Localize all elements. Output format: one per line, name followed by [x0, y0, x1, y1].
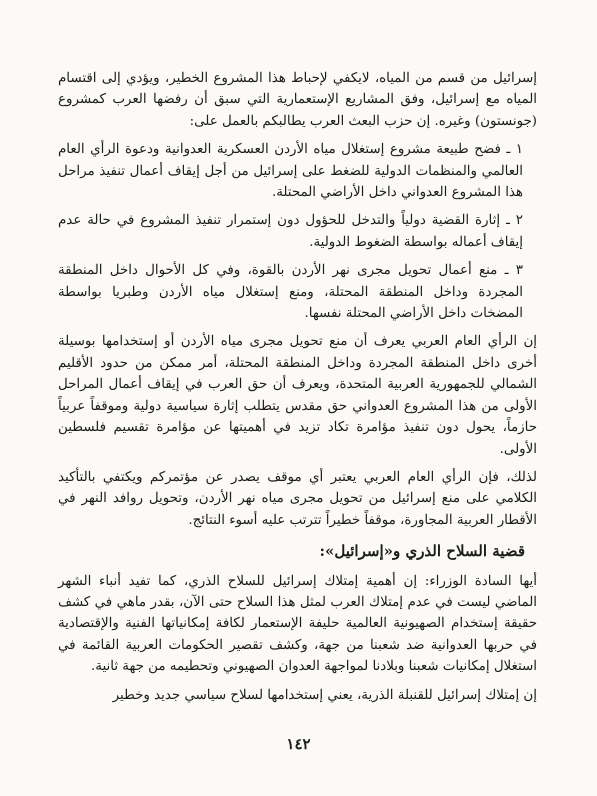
body-text: [58, 68, 537, 713]
page-number: ١٤٢: [286, 735, 311, 753]
intro-paragraph: إسرائيل من قسم من المياه، لايكفي لإحباط هذا المشروع الخطير، ويؤدي إلى اقتسام المياه مع إسرائيل، وفق المشاريع الإستعمارية التي سبق أن رفضها العرب كمشروع (جونستون) وغيره. إن حزب البعث العرب يطالبكم بالعمل على:: [58, 71, 537, 129]
section-heading: قضية السلاح الذري و«إسرائيل»:: [319, 542, 525, 561]
demand-item-3: ٣ ـ منع أعمال تحويل مجرى نهر الأردن بالقوة، وفي كل الأحوال داخل المنطقة المجردة وداخل المنطقة المحتلة، ومنع إستغلال مياه الأردن وطبريا بواسطة المضخات داخل الأراضي المحتلة نفسها.: [58, 263, 523, 322]
public-opinion-paragraph: إن الرأي العام العربي يعرف أن منع تحويل مجرى مياه الأردن أو إستخدامها بوسيلة أخرى داخل المنطقة المجردة وداخل المنطقة المحتلة، أمر ممكن من حدود الأقليم الشمالي للجمهورية العربية المتحدة، ويعرف أن حق العرب في إيقاف أعمال المراحل الأولى من هذا المشروع العدواني حق مقدس يتطلب إثارة سياسية دولية وموقفاً عربياً حازماً، يحول دون تنفيذ مؤامرة تكاد تزيد في أهميتها عن مؤامرة تقسيم فلسطين الأولى.: [58, 334, 537, 457]
conclusion-paragraph: لذلك، فإن الرأي العام العربي يعتبر أي موقف يصدر عن مؤتمركم ويكتفي بالتأكيد الكلامي على منع إسرائيل من تحويل مجرى مياه نهر الأردن، وتحويل روافد النهر في الأقطار العربية المجاورة، موقفاً خطيراً تترتب عليه أسوء النتائج.: [58, 469, 537, 528]
atomic-weapons-paragraph: أيها السادة الوزراء: إن أهمية إمتلاك إسرائيل للسلاح الذري، كما تفيد أنباء الشهر الماضي ليست في عدم إمتلاك العرب لمثل هذا السلاح حتى الآن، بقدر ماهي في كشف حقيقة إستخدام الصهيونية العالمية حليفة الإستعمار لكافة إمكانياتها الفنية والإقتصادية في حربها العدوانية ضد شعبنا من جهة، وكشف تقصير الحكومات العربية القائمة في استغلال إمكانيات شعبنا وبلادنا لمواجهة العدوان الصهيوني وتحطيمه من جهة ثانية.: [58, 573, 537, 675]
demand-item-2: ٢ ـ إثارة القضية دولياً والتدخل للحؤول دون إستمرار تنفيذ المشروع في حالة عدم إيقاف أعماله بواسطة الضغوط الدولية.: [58, 213, 523, 250]
closing-paragraph: إن إمتلاك إسرائيل للقنبلة الذرية، يعني إستخدامها لسلاح سياسي جديد وخطير: [112, 687, 537, 703]
demand-item-1: ١ ـ فضح طبيعة مشروع إستغلال مياه الأردن العسكرية العدوانية ودعوة الرأي العام العالمي والمنظمات الدولية للضغط على إسرائيل من أجل إيقاف أعمال تنفيذ مراحل هذا المشروع العدواني داخل الأراضي المحتلة.: [58, 142, 523, 201]
